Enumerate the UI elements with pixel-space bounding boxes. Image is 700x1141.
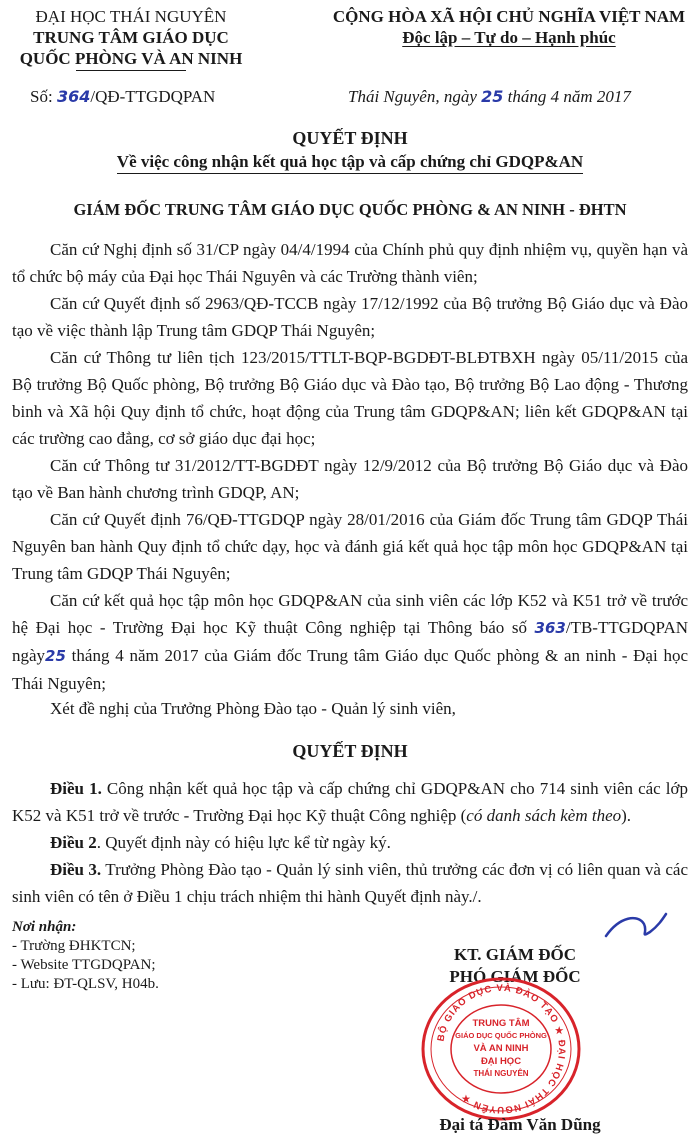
legal-basis-paragraph-6: Căn cứ kết quả học tập môn học GDQP&AN của sinh viên các lớp K52 và K51 trở về trước hệ Đại học - Trường Đại học Kỹ thuật Công nghiệp tại Thông báo số 363/TB-TTGDQPAN ngày25 tháng 4 năm 2017 của Giám đốc Trung tâm Giáo dục Quốc phòng & an ninh - Đại học Thái Nguyên; <box>12 591 688 693</box>
seal-center-line-4: ĐẠI HỌC <box>480 1056 522 1067</box>
seal-center-line-5: THÁI NGUYÊN <box>473 1069 529 1078</box>
handwritten-notice-day: 25 <box>45 647 66 665</box>
document-number: Số: 364/QĐ-TTGDQPAN <box>30 87 216 106</box>
decision-heading: QUYẾT ĐỊNH <box>292 741 408 761</box>
issuer-heading: GIÁM ĐỐC TRUNG TÂM GIÁO DỤC QUỐC PHÒNG & AN NINH - ĐHTN <box>73 200 627 219</box>
recipients-block <box>12 918 159 994</box>
legal-basis-paragraph-3: Căn cứ Thông tư liên tịch 123/2015/TTLT-BQP-BGDĐT-BLĐTBXH ngày 05/11/2015 của Bộ trưởng Bộ Quốc phòng, Bộ trưởng Bộ Giáo dục và Đào tạo, Bộ trưởng Bộ Lao động - Thương binh và Xã hội Quy định tổ chức, hoạt động của Trung tâm GDQP&AN; liên kết GDQP&AN tại các trường cao đẳng, cơ sở giáo dục đại học; <box>12 348 688 448</box>
signer-name: Đại tá Đàm Văn Dũng <box>439 1115 601 1134</box>
signature-stroke-icon <box>600 906 670 946</box>
article-2: Điều 2. Quyết định này có hiệu lực kể từ ngày ký. <box>50 833 391 852</box>
handwritten-notice-number: 363 <box>534 619 566 637</box>
country-name: CỘNG HÒA XÃ HỘI CHỦ NGHĨA VIỆT NAM <box>332 7 686 26</box>
legal-basis-paragraph-5: Căn cứ Quyết định 76/QĐ-TTGDQP ngày 28/01/2016 của Giám đốc Trung tâm GDQP Thái Nguyên ban hành Quy định tổ chức dạy, học và đánh giá kết quả học tập môn học GDQP&AN tại Trung tâm GDQP Thái Nguyên; <box>12 510 688 583</box>
seal-center-line-1: TRUNG TÂM <box>472 1018 530 1029</box>
handwritten-day: 25 <box>481 87 504 106</box>
seal-center-line-2: GIÁO DỤC QUỐC PHÒNG <box>455 1031 547 1040</box>
legal-basis-paragraph-1: Căn cứ Nghị định số 31/CP ngày 04/4/1994 của Chính phủ quy định nhiệm vụ, quyền hạn và tổ chức bộ máy của Đại học Thái Nguyên và các Trường thành viên; <box>12 240 688 286</box>
seal-center-line-3: VÀ AN NINH <box>473 1043 529 1054</box>
official-seal-icon <box>416 974 586 1124</box>
document-date: Thái Nguyên, ngày 25 tháng 4 năm 2017 <box>348 87 631 106</box>
recipients-title: Nơi nhận: <box>12 919 77 935</box>
org-underline <box>76 70 186 71</box>
article-3: Điều 3. Trưởng Phòng Đào tạo - Quản lý sinh viên, thủ trưởng các đơn vị có liên quan và các sinh viên có tên ở Điều 1 chịu trách nhiệm thi hành Quyết định này./. <box>12 860 688 906</box>
signature-line-1: KT. GIÁM ĐỐC <box>454 945 576 964</box>
motto: Độc lập – Tự do – Hạnh phúc <box>402 28 616 47</box>
legal-basis-paragraph-2: Căn cứ Quyết định số 2963/QĐ-TCCB ngày 17/12/1992 của Bộ trưởng Bộ Giáo dục và Đào tạo về việc thành lập Trung tâm GDQP Thái Nguyên; <box>12 294 688 340</box>
document-title: QUYẾT ĐỊNH <box>292 128 408 148</box>
handwritten-number: 364 <box>56 87 91 106</box>
legal-basis-paragraph-4: Căn cứ Thông tư 31/2012/TT-BGDĐT ngày 12/9/2012 của Bộ trưởng Bộ Giáo dục và Đào tạo về Ban hành chương trình GDQP, AN; <box>12 456 688 502</box>
signature-line-2: PHÓ GIÁM ĐỐC <box>449 967 581 986</box>
proposal-paragraph: Xét đề nghị của Trưởng Phòng Đào tạo - Quản lý sinh viên, <box>50 699 456 718</box>
issuing-org-block <box>0 6 262 71</box>
org-parent: ĐẠI HỌC THÁI NGUYÊN <box>35 7 227 26</box>
org-name-line2: QUỐC PHÒNG VÀ AN NINH <box>19 49 243 68</box>
article-1: Điều 1. Công nhận kết quả học tập và cấp chứng chỉ GDQP&AN cho 714 sinh viên các lớp K52 và K51 trở về trước - Trường Đại học Kỹ thuật Công nghiệp (có danh sách kèm theo). <box>12 779 689 825</box>
recipient-item: - Lưu: ĐT-QLSV, H04b. <box>12 976 159 992</box>
national-motto-block <box>318 6 700 48</box>
document-subtitle: Về việc công nhận kết quả học tập và cấp chứng chỉ GDQP&AN <box>0 151 700 173</box>
org-name-line1: TRUNG TÂM GIÁO DỤC <box>33 28 229 47</box>
recipient-item: - Trường ĐHKTCN; <box>12 938 136 954</box>
recipient-item: - Website TTGDQPAN; <box>12 957 156 973</box>
seal-ring-text: BỘ GIÁO DỤC VÀ ĐÀO TẠO ★ ĐẠI HỌC THÁI NGUYÊN ★ <box>435 982 568 1116</box>
